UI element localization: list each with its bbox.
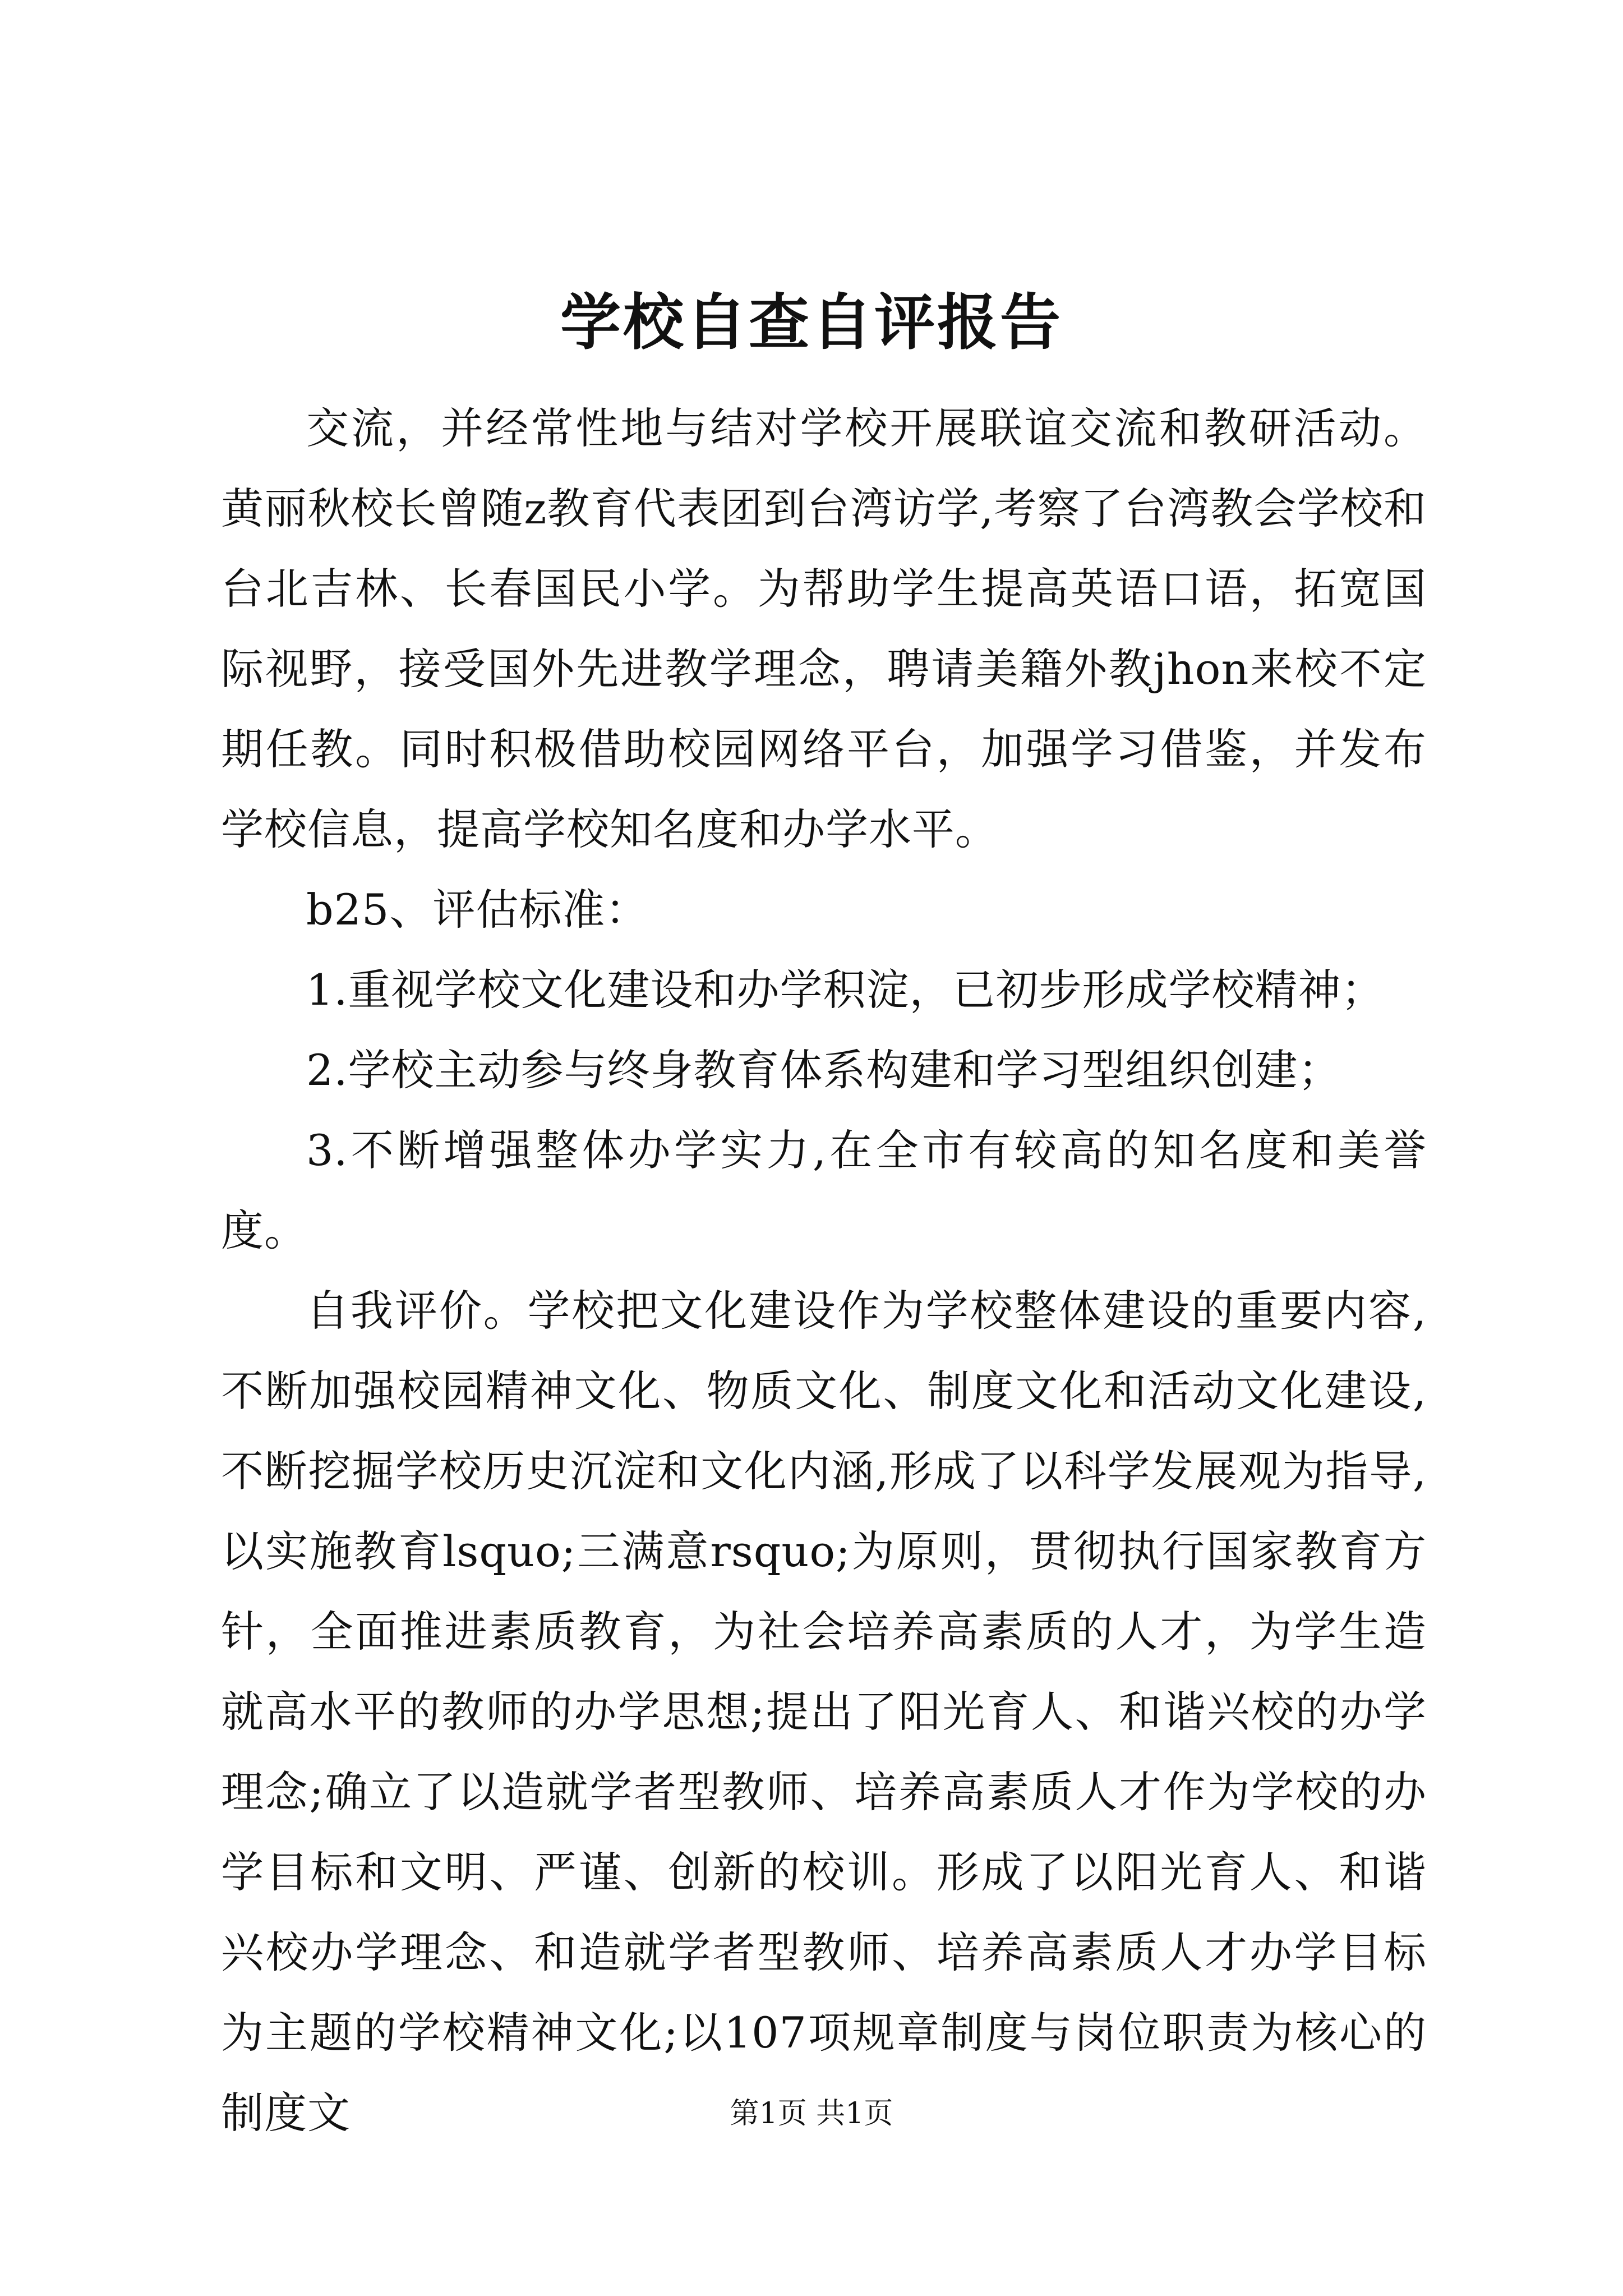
page-footer: 第1页 共1页 [730, 2097, 893, 2131]
document-body [221, 388, 1427, 2153]
paragraph-criterion-1: 1.重视学校文化建设和办学积淀，已初步形成学校精神； [306, 965, 1385, 1015]
paragraph-criterion-3: 3.不断增强整体办学实力,在全市有较高的知名度和美誉度。 [221, 1125, 1427, 1255]
paragraph-exchange: 交流，并经常性地与结对学校开展联谊交流和教研活动。黄丽秋校长曾随z教育代表团到台湾访学,考察了台湾教会学校和台北吉林、长春国民小学。为帮助学生提高英语口语，拓宽国际视野，接受国外先进教学理念，聘请美籍外教jhon来校不定期任教。同时积极借助校园网络平台，加强学习借鉴，并发布学校信息，提高学校知名度和办学水平。 [221, 403, 1427, 854]
paragraph-criterion-2: 2.学校主动参与终身教育体系构建和学习型组织创建； [306, 1045, 1341, 1095]
document-title: 学校自查自评报告 [560, 287, 1063, 358]
paragraph-self-evaluation: 自我评价。学校把文化建设作为学校整体建设的重要内容,不断加强校园精神文化、物质文化、制度文化和活动文化建设,不断挖掘学校历史沉淀和文化内涵,形成了以科学发展观为指导,以实施教育lsquo;三满意rsquo;为原则，贯彻执行国家教育方针，全面推进素质教育，为社会培养高素质的人才，为学生造就高水平的教师的办学思想;提出了阳光育人、和谐兴校的办学理念;确立了以造就学者型教师、培养高素质人才作为学校的办学目标和文明、严谨、创新的校训。形成了以阳光育人、和谐兴校办学理念、和造就学者型教师、培养高素质人才办学目标为主题的学校精神文化;以107项规章制度与岗位职责为核心的制度文 [221, 1286, 1427, 2138]
paragraph-evaluation-heading: b25、评估标准： [306, 885, 649, 935]
